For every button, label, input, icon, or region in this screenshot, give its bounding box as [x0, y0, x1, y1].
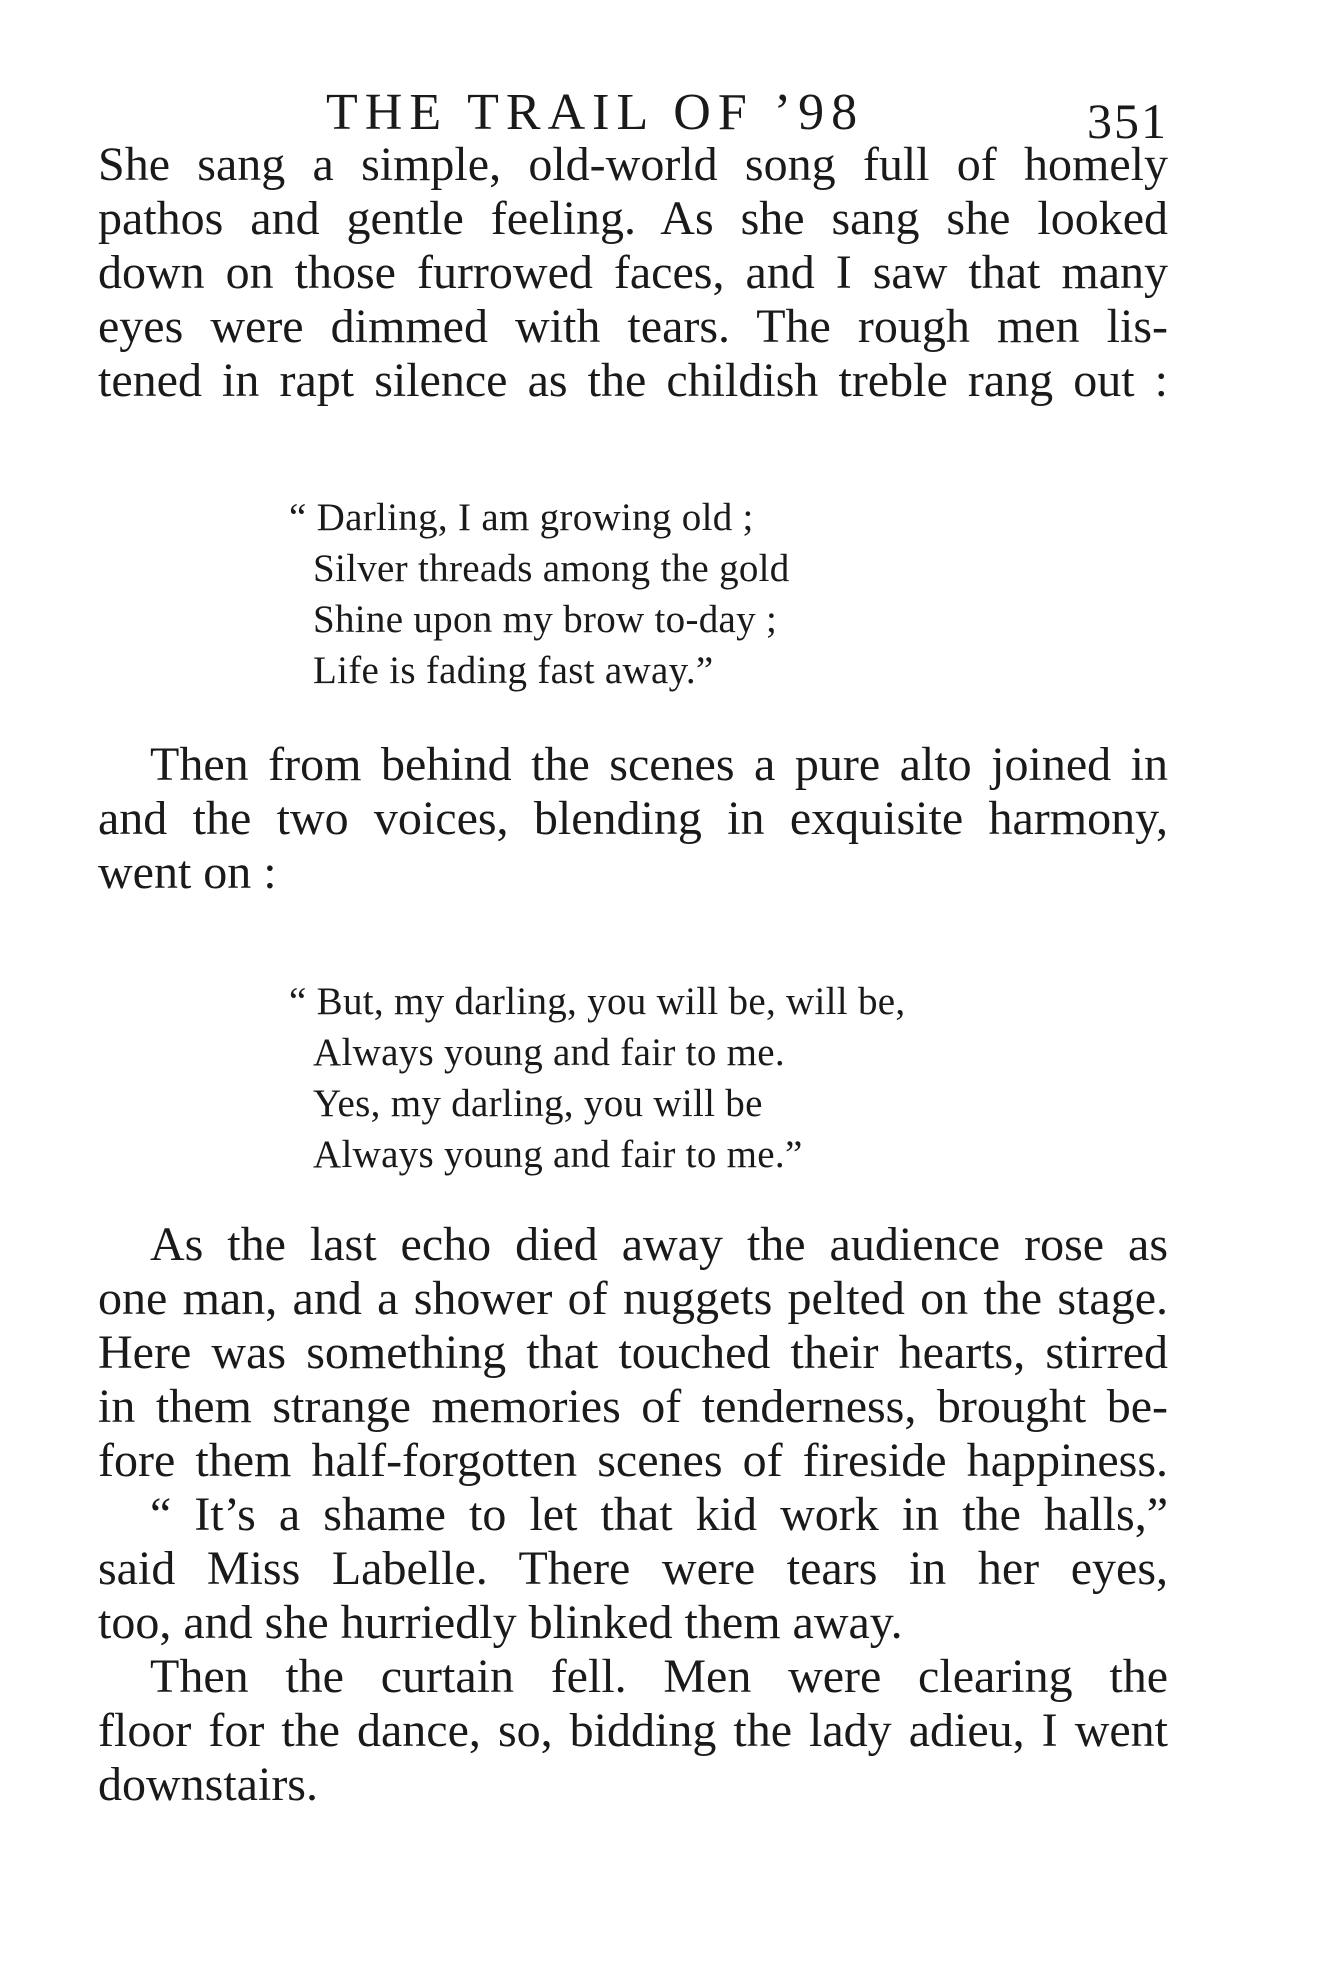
text-line: fore them half-forgotten scenes of fireside happiness.	[98, 1434, 1168, 1487]
text-line: “ It’s a shame to let that kid work in the halls,”	[150, 1488, 1168, 1541]
paragraph-1	[98, 138, 1168, 408]
text-line: floor for the dance, so, bidding the lady adieu, I went	[98, 1704, 1168, 1757]
verse-line: Silver threads among the gold	[313, 547, 790, 590]
text-line: down on those furrowed faces, and I saw that many	[98, 246, 1168, 299]
text-line: and the two voices, blending in exquisite harmony,	[98, 792, 1168, 845]
paragraph-4	[98, 1488, 1168, 1650]
text-line: pathos and gentle feeling. As she sang she looked	[98, 192, 1168, 245]
text-line: downstairs.	[98, 1758, 318, 1811]
verse-line: Always young and fair to me.	[313, 1031, 785, 1074]
verse-line: Shine upon my brow to-day ;	[313, 598, 778, 641]
paragraph-3	[98, 1218, 1168, 1488]
page-number: 351	[1087, 93, 1168, 149]
text-line: went on :	[98, 846, 277, 899]
verse-line: Yes, my darling, you will be	[313, 1082, 763, 1125]
verse-line: Life is fading fast away.”	[313, 649, 714, 692]
verse-line: Always young and fair to me.”	[313, 1133, 803, 1176]
text-line: said Miss Labelle. There were tears in her eyes,	[98, 1542, 1168, 1595]
text-line: too, and she hurriedly blinked them away.	[98, 1596, 903, 1649]
text-line: one man, and a shower of nuggets pelted on the stage.	[98, 1272, 1168, 1325]
text-line: eyes were dimmed with tears. The rough men lis-	[98, 300, 1168, 353]
text-line: Here was something that touched their hearts, stirred	[98, 1326, 1168, 1379]
text-line: Then from behind the scenes a pure alto joined in	[150, 738, 1168, 791]
text-line: in them strange memories of tenderness, brought be-	[98, 1380, 1168, 1433]
verse-line: “ Darling, I am growing old ;	[289, 496, 754, 539]
verse-line: “ But, my darling, you will be, will be,	[289, 980, 906, 1023]
text-line: Then the curtain fell. Men were clearing the	[150, 1650, 1168, 1703]
text-line: She sang a simple, old-world song full of homely	[98, 138, 1168, 191]
text-line: tened in rapt silence as the childish treble rang out :	[98, 354, 1168, 407]
running-title: THE TRAIL OF ’98	[326, 84, 865, 141]
text-line: As the last echo died away the audience rose as	[150, 1218, 1168, 1271]
verse-1	[289, 492, 1013, 696]
paragraph-2	[98, 738, 1168, 900]
verse-2	[289, 976, 1013, 1180]
paragraph-5	[98, 1650, 1168, 1812]
